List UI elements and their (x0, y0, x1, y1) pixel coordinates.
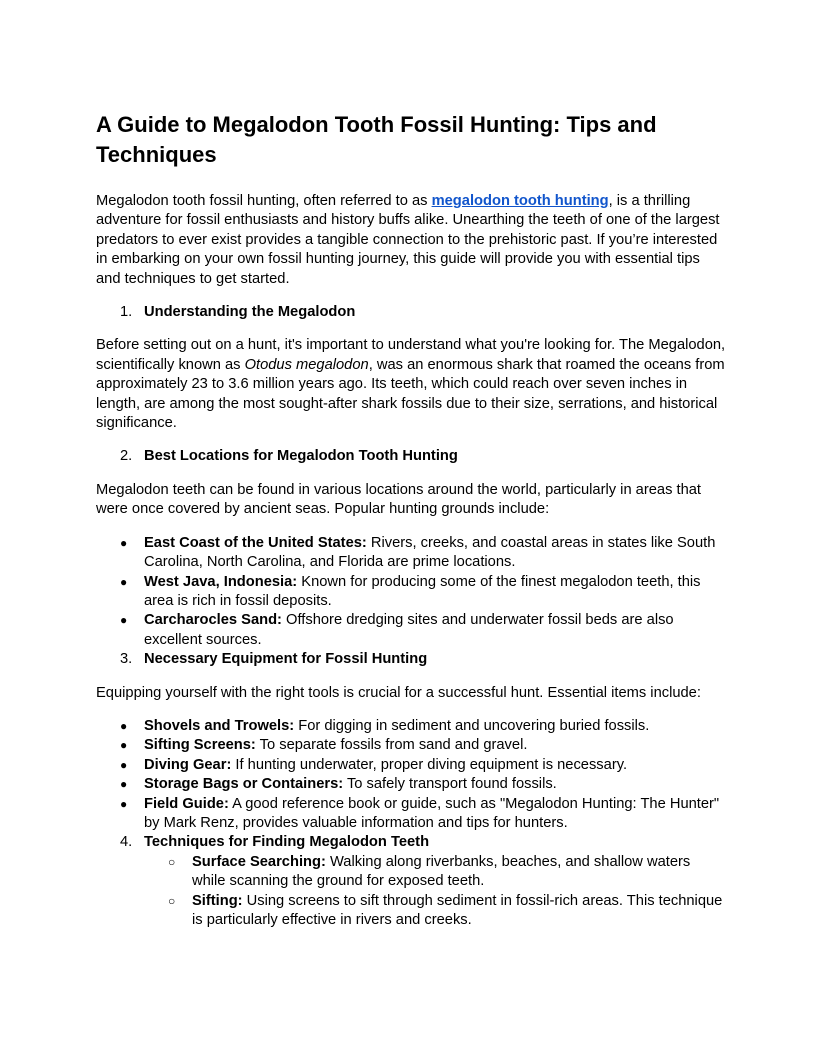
page-title: A Guide to Megalodon Tooth Fossil Hunting: Tips and Techniques (96, 112, 657, 167)
intro-paragraph: Megalodon tooth fossil hunting, often referred to as megalodon tooth hunting, is a thrilling adventure for fossil enthusiasts and history buffs alike. Unearthing the teeth of one of the largest predators to ever exist provides a tangible connection to the prehistoric past. If you’re interested in embarking on your own fossil hunting journey, this guide will provide you with essential tips and techniques to get started. (96, 193, 720, 287)
section-2-heading: 2. Best Locations for Megalodon Tooth Hunting (120, 448, 458, 465)
list-item: ● Shovels and Trowels: For digging in sediment and uncovering buried fossils. (96, 717, 726, 736)
locations-list (96, 534, 726, 650)
list-item: ○ Sifting: Using screens to sift through sediment in fossil-rich areas. This technique is particularly effective in rivers and creeks. (168, 892, 723, 928)
techniques-list (96, 853, 726, 931)
bullet-icon: ● (120, 738, 128, 753)
section-1-heading: 1. Understanding the Megalodon (120, 304, 356, 321)
list-item: ○ Surface Searching: Walking along riverbanks, beaches, and shallow waters while scanning the ground for exposed teeth. (168, 853, 691, 890)
section-3-heading: 3. Necessary Equipment for Fossil Hunting (120, 651, 428, 668)
list-item: ● West Java, Indonesia: Known for producing some of the finest megalodon teeth, this area is rich in fossil deposits. (120, 573, 701, 609)
list-item: ● Field Guide: A good reference book or guide, such as "Megalodon Hunting: The Hunter" by Mark Renz, provides valuable information and tips for hunters. (120, 795, 720, 831)
list-item: ● East Coast of the United States: Rivers, creeks, and coastal areas in states like South Carolina, North Carolina, and Florida are prime locations. (120, 534, 716, 571)
bullet-icon: ● (120, 718, 128, 733)
megalodon-tooth-hunting-link[interactable]: megalodon tooth hunting (431, 193, 609, 209)
section-2-paragraph: Megalodon teeth can be found in various locations around the world, particularly in areas that were once covered by ancient seas. Popular hunting grounds include: (96, 481, 702, 518)
list-item: ● Diving Gear: If hunting underwater, proper diving equipment is necessary. (96, 756, 726, 775)
equipment-list (96, 717, 726, 833)
bullet-icon: ● (120, 796, 128, 811)
bullet-icon: ● (120, 613, 128, 628)
hollow-bullet-icon: ○ (168, 893, 176, 908)
list-item: ● Sifting Screens: To separate fossils from sand and gravel. (96, 736, 726, 755)
section-1-paragraph: Before setting out on a hunt, it's important to understand what you're looking for. The Megalodon, scientifically known as Otodus megalodon, was an enormous shark that roamed the oceans from approximately 23 to 3.6 million years ago. Its teeth, which could reach over seven inches in length, are among the most sought-after shark fossils due to their size, serrations, and historical significance. (96, 337, 726, 432)
bullet-icon: ● (120, 777, 128, 792)
hollow-bullet-icon: ○ (168, 854, 176, 869)
list-item: ● Storage Bags or Containers: To safely transport found fossils. (96, 775, 726, 794)
bullet-icon: ● (120, 757, 128, 772)
list-item: ● Carcharocles Sand: Offshore dredging sites and underwater fossil beds are also excellent sources. (120, 612, 674, 648)
bullet-icon: ● (120, 574, 128, 589)
bullet-icon: ● (120, 535, 128, 550)
section-4-heading: 4. Techniques for Finding Megalodon Teeth (120, 834, 430, 851)
document-page (96, 110, 726, 930)
section-3-paragraph: Equipping yourself with the right tools is crucial for a successful hunt. Essential items include: (96, 684, 701, 701)
